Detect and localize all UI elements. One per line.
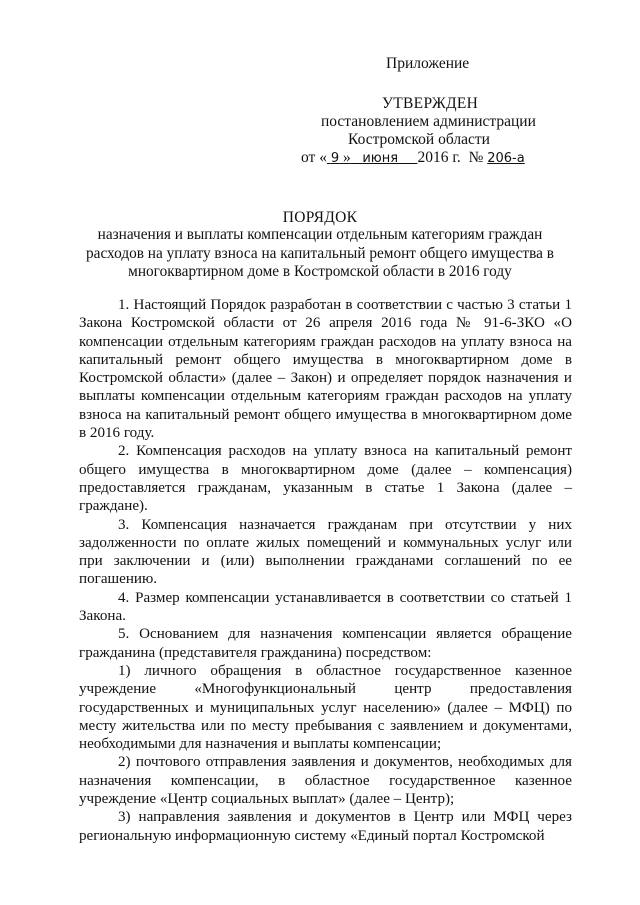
approval-date-line xyxy=(301,149,525,168)
date-quote: » xyxy=(342,149,351,166)
date-month: июня xyxy=(362,151,399,166)
paragraph-5-item-1: 1) личного обращения в областное государственное казенное учреждение «Многофункциональный центр предоставления государственных и муниципальных услуг населению» (далее – МФЦ) по месту жительства или по месту пребывания с заявлением и документами, необходимыми для назначения и выплаты компенсации; xyxy=(79,662,572,753)
document-subtitle: назначения и выплаты компенсации отдельным категориям граждан расходов на уплату взноса на капитальный ремонт общего имущества в многоквартирном доме в Костромской области в 2016 году xyxy=(86,226,554,280)
document-body xyxy=(79,296,572,845)
paragraph-1: 1. Настоящий Порядок разработан в соответствии с частью 3 статьи 1 Закона Костромской области от 26 апреля 2016 года № 91-6-ЗКО «О компенсации отдельным категориям граждан расходов на уплату взноса на капитальный ремонт общего имущества в многоквартирном доме в Костромской области» (далее – Закон) и определяет порядок назначения и выплаты компенсации отдельным категориям граждан расходов на уплату взноса на капитальный ремонт общего имущества в многоквартирном доме в 2016 году. xyxy=(79,297,572,442)
date-day: 9 xyxy=(330,151,340,166)
appendix-label: Приложение xyxy=(386,55,470,72)
paragraph-5: 5. Основанием для назначения компенсации является обращение гражданина (представителя гражданина) посредством: xyxy=(79,626,572,661)
decree-number: 206-а xyxy=(487,151,525,166)
date-prefix: от « xyxy=(301,149,327,166)
document-title: ПОРЯДОК xyxy=(282,209,358,226)
paragraph-4: 4. Размер компенсации устанавливается в соответствии со статьей 1 Закона. xyxy=(79,589,572,625)
paragraph-2: 2. Компенсация расходов на уплату взноса на капитальный ремонт общего имущества в многоквартирном доме (далее – компенсация) предоставляется гражданам, указанным в статье 1 Закона (далее – граждане). xyxy=(79,443,572,515)
approval-line-2: Костромской области xyxy=(348,131,490,148)
paragraph-5-item-3: 3) направления заявления и документов в Центр или МФЦ через региональную информационную систему «Единый портал Костромской xyxy=(79,809,572,844)
approved-label: УТВЕРЖДЕН xyxy=(382,95,479,112)
date-year: 2016 г. xyxy=(417,149,461,166)
approval-line-1: постановлением администрации xyxy=(321,113,536,130)
paragraph-3: 3. Компенсация назначается гражданам при отсутствии у них задолженности по оплате жилых помещений и коммунальных услуг или при заключении и (или) выполнении гражданами соглашений по ее погашению. xyxy=(79,516,572,588)
number-sign: № xyxy=(468,149,484,166)
paragraph-5-item-2: 2) почтового отправления заявления и документов, необходимых для назначения компенсации, в областное государственное казенное учреждение «Центр социальных выплат» (далее – Центр); xyxy=(79,754,572,808)
